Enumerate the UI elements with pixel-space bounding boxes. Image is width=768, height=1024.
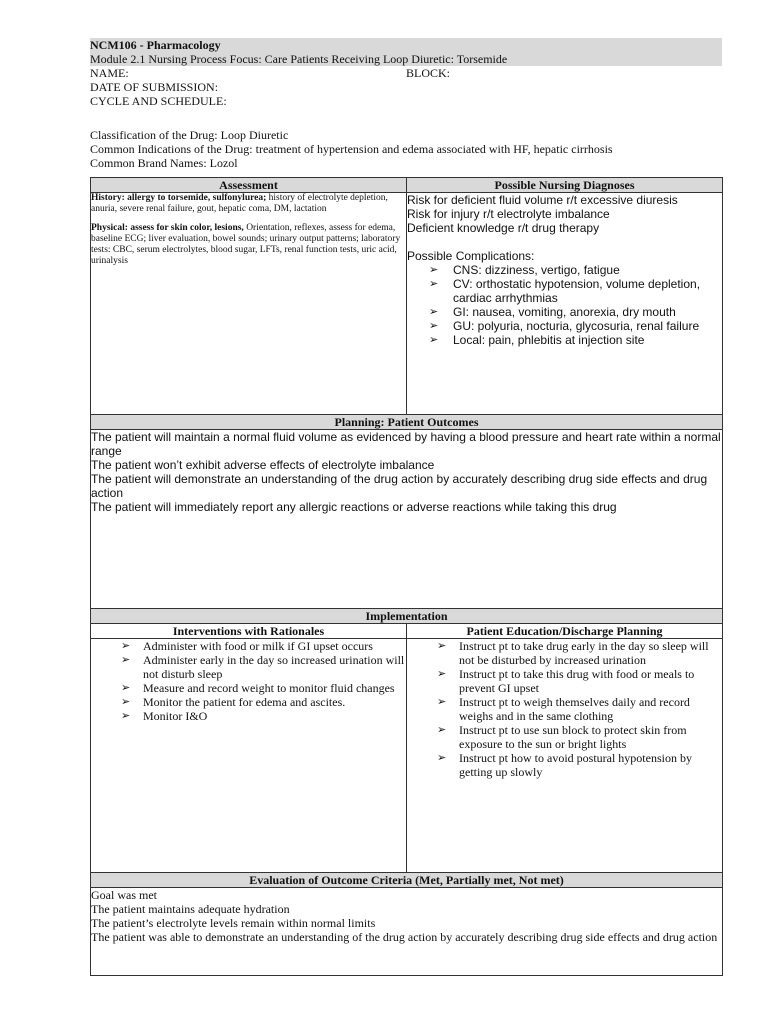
drug-classification: Classification of the Drug: Loop Diuretic [90,128,289,142]
education-cell [407,639,723,873]
education-item [407,751,722,779]
intervention-item-text: Administer early in the day so increased urination will not disturb sleep [143,653,405,681]
education-item [407,667,722,695]
complication-item-text: Local: pain, phlebitis at injection site [453,333,645,347]
complication-item-text: CV: orthostatic hypotension, volume depletion, cardiac arrhythmias [453,277,701,305]
evaluation-cell [91,888,723,976]
education-item-text: Instruct pt how to avoid postural hypotension by getting up slowly [459,751,692,779]
evaluation-item: The patient’s electrolyte levels remain within normal limits [91,916,376,930]
interventions-list [91,639,406,723]
intervention-item-text: Measure and record weight to monitor fluid changes [143,681,395,695]
course-title: NCM106 - Pharmacology [90,38,221,52]
evaluation-item: Goal was met [91,888,157,902]
education-item-text: Instruct pt to take drug early in the day so sleep will not be disturbed by increased urination [459,639,709,667]
diagnoses-list [407,193,722,235]
outcome-item: The patient will demonstrate an understanding of the drug action by accurately describing drug side effects and drug action [91,472,708,500]
education-item-text: Instruct pt to weigh themselves daily and record weighs and in the same clothing [459,695,690,723]
complication-item-text: GI: nausea, vomiting, anorexia, dry mouth [453,305,676,319]
arrow-bullet-icon: ➢ [429,306,439,318]
date-label: DATE OF SUBMISSION: [90,80,219,94]
complications-list [407,263,722,347]
arrow-bullet-icon: ➢ [429,334,439,346]
arrow-bullet-icon: ➢ [437,668,447,680]
assessment-cell [91,193,407,415]
arrow-bullet-icon: ➢ [429,264,439,276]
diagnosis-item: Risk for injury r/t electrolyte imbalance [407,207,610,221]
education-item-text: Instruct pt to take this drug with food or meals to prevent GI upset [459,667,695,695]
intervention-item [91,653,406,681]
arrow-bullet-icon: ➢ [437,752,447,764]
planning-cell [91,430,723,609]
education-item [407,639,722,667]
complication-item [407,277,722,305]
implementation-heading: Implementation [91,609,723,624]
arrow-bullet-icon: ➢ [437,696,447,708]
diagnoses-cell [407,193,723,415]
interventions-cell [91,639,407,873]
outcome-item: The patient won’t exhibit adverse effects of electrolyte imbalance [91,458,435,472]
arrow-bullet-icon: ➢ [121,654,131,666]
assessment-heading: Assessment [91,178,407,193]
physical-text: Orientation, reflexes, assess for edema, baseline ECG; liver evaluation, bowel sounds; urinary output patterns; laboratory tests: CBC, serum electrolytes, blood sugar, LFTs, renal function tests, uric acid, urinalysis [91,223,401,266]
intervention-item-text: Monitor the patient for edema and ascites. [143,695,346,709]
intervention-item-text: Administer with food or milk if GI upset occurs [143,639,373,653]
intervention-item-text: Monitor I&O [143,709,208,723]
name-label: NAME: [90,66,129,80]
nursing-process-table [90,177,723,976]
drug-indications: Common Indications of the Drug: treatment of hypertension and edema associated with HF, hepatic cirrhosis [90,142,613,156]
complication-item [407,333,722,347]
complication-item-text: CNS: dizziness, vertigo, fatigue [453,263,620,277]
history-label: History: allergy to torsemide, sulfonylurea; [91,193,267,203]
complication-item [407,319,722,333]
intervention-item [91,695,406,709]
intervention-item [91,639,406,653]
complication-item-text: GU: polyuria, nocturia, glycosuria, renal failure [453,319,700,333]
history-text: history of electrolyte depletion, anuria, severe renal failure, gout, hepatic coma, DM, lactation [91,193,388,214]
evaluation-item: The patient was able to demonstrate an understanding of the drug action by accurately describing drug side effects and drug action [91,930,718,944]
outcome-item: The patient will immediately report any allergic reactions or adverse reactions while taking this drug [91,500,617,514]
arrow-bullet-icon: ➢ [429,320,439,332]
outcomes-list [91,430,722,514]
arrow-bullet-icon: ➢ [121,640,131,652]
drug-info [90,128,722,170]
arrow-bullet-icon: ➢ [437,640,447,652]
name-block-row [90,66,722,80]
header-band [90,38,722,66]
block-label: BLOCK: [406,66,451,80]
cycle-label: CYCLE AND SCHEDULE: [90,94,227,108]
outcome-item: The patient will maintain a normal fluid volume as evidenced by having a blood pressure and heart rate within a normal range [91,430,721,458]
document-header [90,38,722,170]
complications-label: Possible Complications: [407,249,535,263]
education-item-text: Instruct pt to use sun block to protect skin from exposure to the sun or bright lights [459,723,687,751]
complication-item [407,305,722,319]
physical-label: Physical: assess for skin color, lesions, [91,223,244,233]
education-item [407,723,722,751]
evaluation-item: The patient maintains adequate hydration [91,902,290,916]
evaluation-heading: Evaluation of Outcome Criteria (Met, Partially met, Not met) [91,873,723,888]
intervention-item [91,681,406,695]
education-list [407,639,722,779]
arrow-bullet-icon: ➢ [121,682,131,694]
arrow-bullet-icon: ➢ [121,696,131,708]
planning-heading: Planning: Patient Outcomes [91,415,723,430]
arrow-bullet-icon: ➢ [121,710,131,722]
module-title: Module 2.1 Nursing Process Focus: Care Patients Receiving Loop Diuretic: Torsemide [90,52,508,66]
interventions-heading: Interventions with Rationales [91,624,407,639]
education-item [407,695,722,723]
diagnosis-item: Deficient knowledge r/t drug therapy [407,221,600,235]
diagnoses-heading: Possible Nursing Diagnoses [407,178,723,193]
drug-brand-names: Common Brand Names: Lozol [90,156,238,170]
diagnosis-item: Risk for deficient fluid volume r/t excessive diuresis [407,193,678,207]
arrow-bullet-icon: ➢ [437,724,447,736]
arrow-bullet-icon: ➢ [429,278,439,290]
complication-item [407,263,722,277]
evaluation-list [91,888,722,944]
education-heading: Patient Education/Discharge Planning [407,624,723,639]
intervention-item [91,709,406,723]
